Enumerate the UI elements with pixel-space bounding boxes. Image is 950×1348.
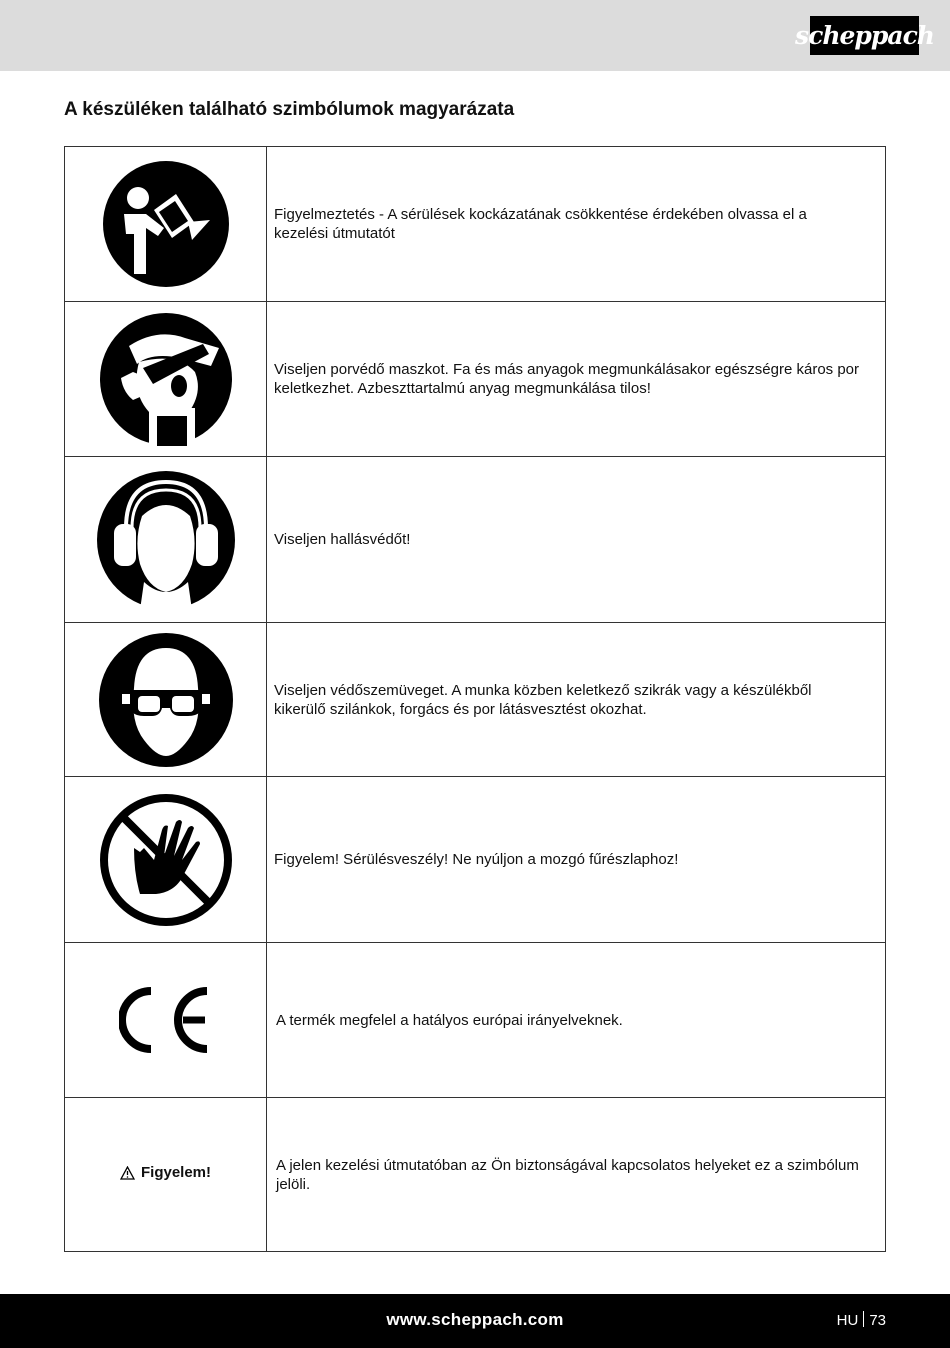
- icon-cell: [65, 1098, 267, 1252]
- brand-logo: [795, 16, 934, 55]
- table-row: [65, 457, 886, 623]
- page-indicator: [837, 1311, 886, 1329]
- icon-cell: [65, 147, 267, 302]
- divider: [863, 1311, 864, 1327]
- symbol-description: Viseljen hallásvédőt!: [267, 457, 886, 623]
- language-code: HU: [836, 1312, 859, 1329]
- warning-label-text: Figyelem!: [140, 1164, 212, 1182]
- warning-triangle-icon: [120, 1166, 135, 1180]
- page-number: 73: [869, 1312, 886, 1329]
- icon-cell: [65, 623, 267, 777]
- logo-text: scheppach: [795, 21, 934, 50]
- warning-label: [120, 1164, 211, 1181]
- symbol-description: Viseljen védőszemüveget. A munka közben keletkező szikrák vagy a készülékből kikerülő szilánkok, forgács és por látásvesztést okozhat.: [267, 623, 886, 777]
- table-row: [65, 943, 886, 1098]
- footer-band: [0, 1294, 950, 1348]
- table-row: [65, 147, 886, 302]
- symbol-description: Viseljen porvédő maszkot. Fa és más anyagok megmunkálásakor egészségre káros por keletkezhet. Azbeszttartalmú anyag megmunkálása tilos!: [267, 302, 886, 457]
- table-row: [65, 1098, 886, 1252]
- symbol-table: [64, 146, 886, 1252]
- table-row: [65, 777, 886, 943]
- read-manual-icon: [65, 160, 266, 288]
- symbol-description: Figyelmeztetés - A sérülések kockázatának csökkentése érdekében olvassa el a kezelési útmutatót: [267, 147, 886, 302]
- symbol-description: A jelen kezelési útmutatóban az Ön biztonságával kapcsolatos helyeket ez a szimbólum jelöli.: [267, 1098, 886, 1252]
- icon-cell: [65, 302, 267, 457]
- icon-cell: [65, 457, 267, 623]
- page-title: A készüléken található szimbólumok magyarázata: [64, 99, 515, 120]
- icon-cell: [65, 943, 267, 1098]
- hearing-protection-icon: [65, 470, 266, 610]
- header-band: [0, 0, 950, 71]
- symbol-description: Figyelem! Sérülésveszély! Ne nyúljon a mozgó fűrészlaphoz!: [267, 777, 886, 943]
- symbol-description: A termék megfelel a hatályos európai irányelveknek.: [267, 943, 886, 1098]
- ce-mark-icon: [65, 987, 266, 1053]
- icon-cell: [65, 777, 267, 943]
- no-hand-icon: [65, 792, 266, 928]
- table-row: [65, 302, 886, 457]
- website-link[interactable]: www.scheppach.com: [386, 1310, 564, 1329]
- safety-goggles-icon: [65, 632, 266, 768]
- dust-mask-icon: [65, 312, 266, 446]
- table-row: [65, 623, 886, 777]
